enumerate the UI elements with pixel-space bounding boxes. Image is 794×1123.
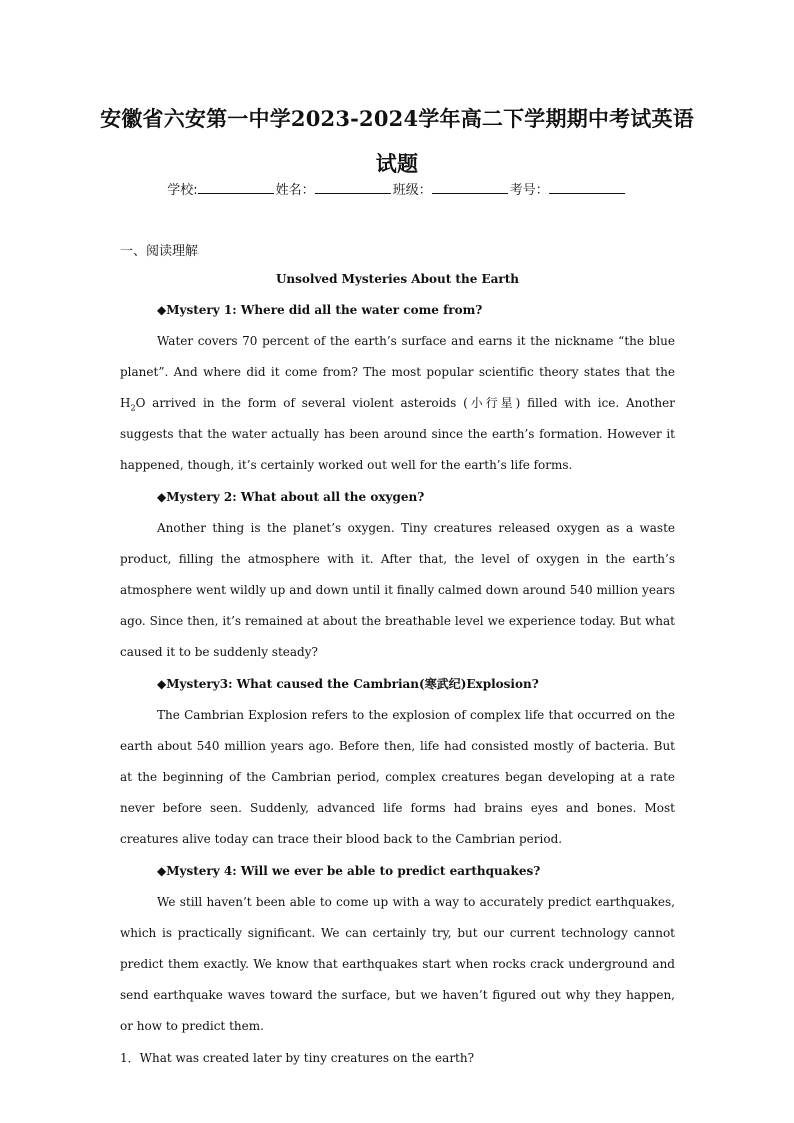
- subscript-2: 2: [130, 403, 136, 413]
- reading-passage: [120, 268, 675, 1069]
- diamond-bullet-icon: ◆: [157, 864, 167, 878]
- question-1-text: What was created later by tiny creatures on the earth?: [139, 1051, 475, 1065]
- mystery-1-text-c: ) filled with ice. Another suggests that the water actually has been around since the earth’s formation. However it happened, though, it’s certainly worked out well for the earth’s life forms.: [120, 396, 675, 472]
- school-blank[interactable]: [198, 180, 274, 194]
- mystery-1-text-a: Water covers 70 percent of the earth’s surface and earns it the nickname “the blue planet”. And where did it come from? The most popular scientific theory states that the H: [120, 334, 675, 410]
- question-1: [120, 1047, 675, 1069]
- class-label: 班级：: [392, 183, 432, 198]
- mystery-2-heading-text: Mystery 2: What about all the oxygen?: [166, 490, 425, 504]
- mystery-4-heading: [120, 860, 675, 882]
- mystery-4-heading-text: Mystery 4: Will we ever be able to predict earthquakes?: [166, 864, 541, 878]
- section-heading: 一、阅读理解: [120, 244, 199, 259]
- title-line-1: 安徽省六安第一中学2023-2024学年高二下学期期中考试英语: [100, 106, 694, 131]
- mystery-2-paragraph: Another thing is the planet’s oxygen. Tiny creatures released oxygen as a waste product, filling the atmosphere with it. After that, the level of oxygen in the earth’s atmosphere went wildly up and down until it finally calmed down around 540 million years ago. Since then, it’s remained at about the breathable level we experience today. But what caused it to be suddenly steady?: [120, 521, 675, 659]
- mystery-4-paragraph: We still haven’t been able to come up with a way to accurately predict earthquakes, which is practically significant. We can certainly try, but our current technology cannot predict them exactly. We know that earthquakes start when rocks crack underground and send earthquake waves toward the surface, but we haven’t figured out why they happen, or how to predict them.: [120, 895, 675, 1033]
- mystery-1-heading-text: Mystery 1: Where did all the water come from?: [166, 303, 483, 317]
- question-1-number: 1．: [120, 1051, 140, 1065]
- mystery-2-heading: [120, 486, 675, 508]
- diamond-bullet-icon: ◆: [157, 303, 167, 317]
- diamond-bullet-icon: ◆: [157, 490, 167, 504]
- name-label: 姓名：: [275, 183, 315, 198]
- diamond-bullet-icon: ◆: [157, 677, 167, 691]
- school-label: 学校:: [167, 183, 198, 198]
- name-blank[interactable]: [315, 180, 391, 194]
- class-blank[interactable]: [432, 180, 508, 194]
- mystery-1-heading: [120, 299, 675, 321]
- article-title: Unsolved Mysteries About the Earth: [275, 272, 520, 286]
- mystery-3-heading-text-a: Mystery3: What caused the Cambrian(: [166, 677, 425, 691]
- mystery-3-paragraph: The Cambrian Explosion refers to the explosion of complex life that occurred on the earth about 540 million years ago. Before then, life had consisted mostly of bacteria. But at the beginning of the Cambrian period, complex creatures began developing at a rate never before seen. Suddenly, advanced life forms had brains eyes and bones. Most creatures alive today can trace their blood back to the Cambrian period.: [120, 708, 675, 846]
- mystery-3-gloss: 寒武纪: [424, 677, 461, 691]
- student-info-line: [0, 180, 794, 201]
- mystery-3-heading-text-b: )Explosion?: [460, 677, 539, 691]
- id-blank[interactable]: [549, 180, 625, 194]
- mystery-1-gloss: 小行星: [467, 396, 516, 410]
- title-line-2: 试题: [375, 151, 419, 176]
- mystery-1-paragraph: [120, 326, 675, 481]
- document-title: [100, 96, 694, 186]
- id-label: 考号：: [509, 183, 549, 198]
- mystery-1-text-b: O arrived in the form of several violent asteroids (: [135, 396, 468, 410]
- mystery-3-heading: [120, 673, 675, 695]
